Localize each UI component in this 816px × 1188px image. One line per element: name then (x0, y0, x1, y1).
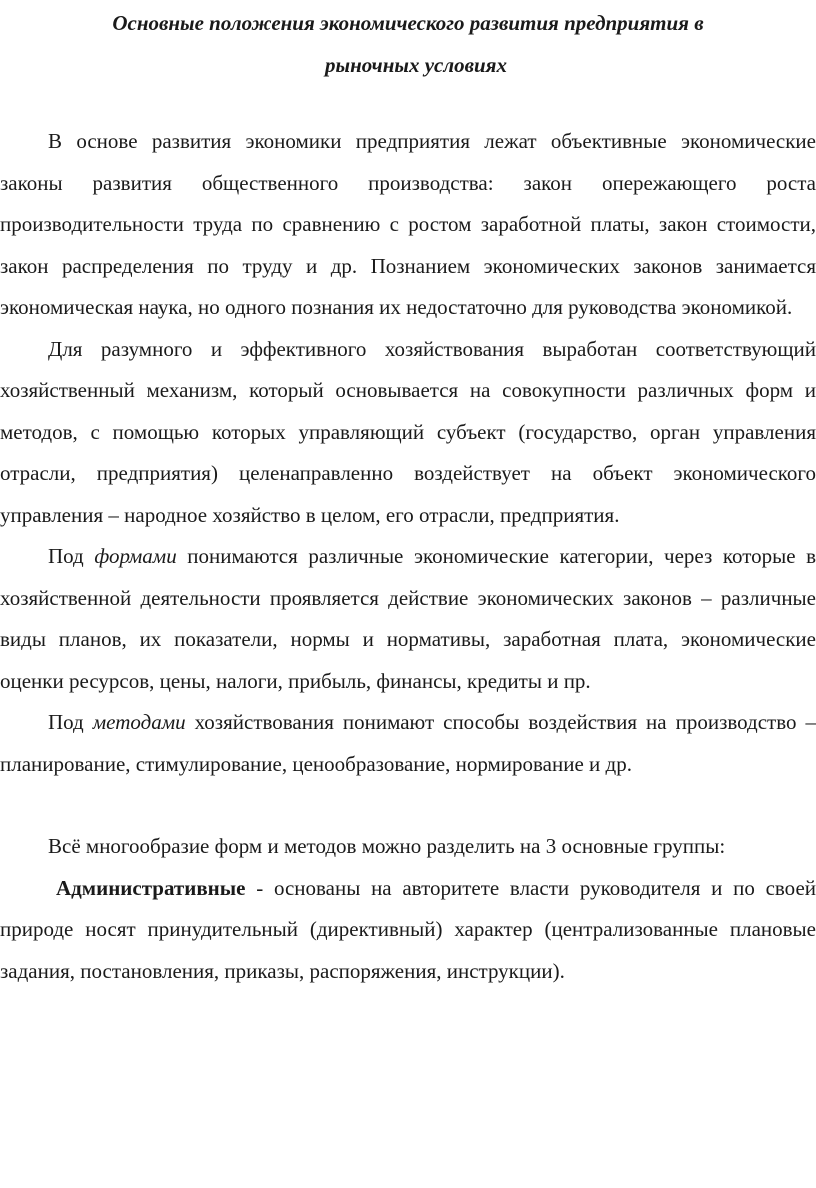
paragraph-methods-rest: хозяйствования понимают способы воздействия на производство – планирование, стимулирование, ценообразование, нормирование и др. (0, 710, 816, 776)
paragraph-methods (0, 702, 816, 785)
paragraph-forms-lead: Под (48, 544, 95, 568)
term-administrative: Административные (56, 875, 246, 900)
term-methods: методами (92, 710, 186, 734)
document-body (0, 121, 816, 992)
paragraph-economic-laws: В основе развития экономики предприятия лежат объективные экономические законы развития общественного производства: закон опережающего роста производительности труда по сравнению с ростом заработной платы, закон стоимости, закон распределения по труду и др. Познанием экономических законов занимается экономическая наука, но одного познания их недостаточно для руководства экономикой. (0, 129, 816, 319)
paragraph-forms (0, 536, 816, 702)
paragraph-administrative (0, 868, 816, 993)
term-forms: формами (94, 544, 177, 568)
document-title (0, 0, 816, 86)
paragraph-methods-lead: Под (48, 710, 93, 734)
title-line-1: Основные положения экономического развития предприятия в (112, 11, 704, 35)
title-line-2: рыночных условиях (325, 53, 507, 77)
paragraph-administrative-rest: - основаны на авторитете власти руководителя и по своей природе носят принудительный (директивный) характер (централизованные плановые задания, постановления, приказы, распоряжения, инструкции). (0, 875, 816, 983)
paragraph-economic-mechanism: Для разумного и эффективного хозяйствования выработан соответствующий хозяйственный механизм, который основывается на совокупности различных форм и методов, с помощью которых управляющий субъект (государство, орган управления отрасли, предприятия) целенаправленно воздействует на объект экономического управления – народное хозяйство в целом, его отрасли, предприятия. (0, 336, 816, 527)
paragraph-groups-intro: Всё многообразие форм и методов можно разделить на 3 основные группы: (48, 834, 726, 858)
paragraph-forms-rest: понимаются различные экономические категории, через которые в хозяйственной деятельности проявляется действие экономических законов – различные виды планов, их показатели, нормы и нормативы, заработная плата, экономические оценки ресурсов, цены, налоги, прибыль, финансы, кредиты и пр. (0, 544, 816, 693)
